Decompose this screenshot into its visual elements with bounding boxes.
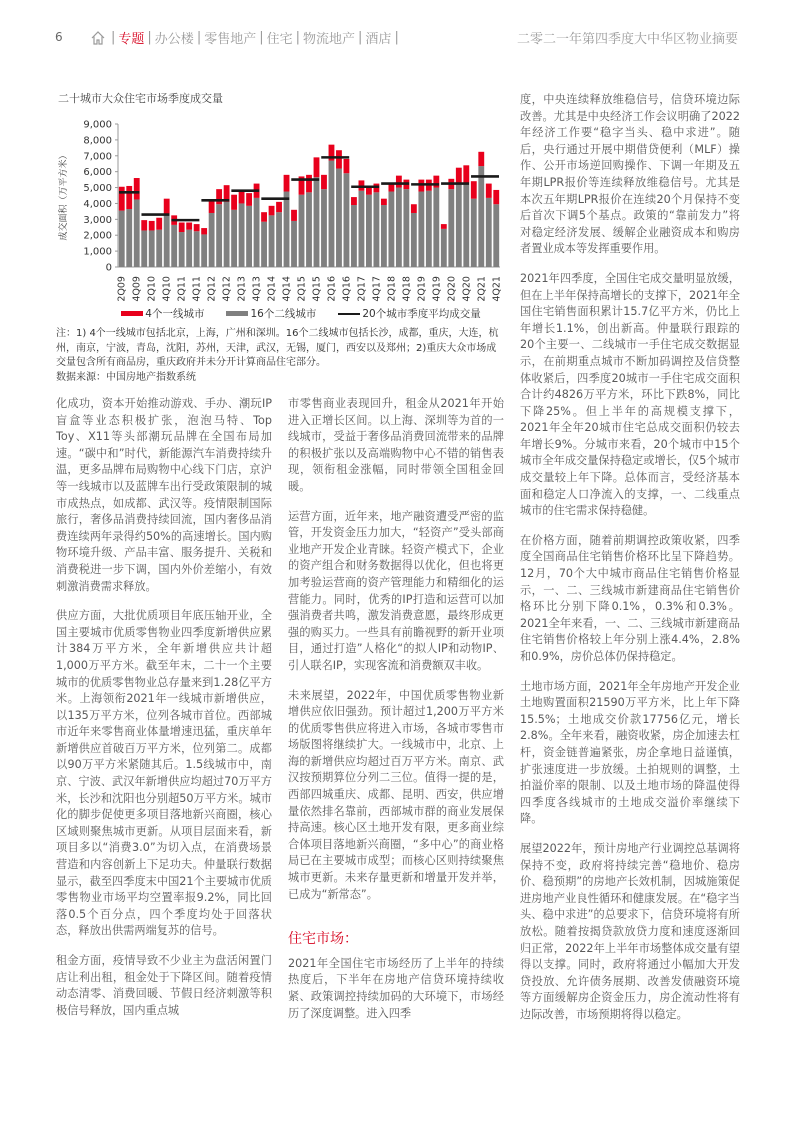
- bar-tier1: [344, 159, 350, 173]
- nav-item-retail[interactable]: 零售地产: [204, 32, 257, 47]
- bar-tier1: [179, 223, 185, 233]
- bar-tier2: [418, 192, 424, 267]
- x-tick-label: 2Q12: [206, 276, 218, 302]
- x-tick-label: 4Q17: [371, 276, 383, 302]
- bar-tier2: [291, 221, 297, 267]
- bar-tier1: [321, 175, 327, 189]
- bar-tier1: [351, 197, 357, 205]
- chart-footnote: 注：1) 4个一线城市包括北京，上海，广州和深圳。16个二线城市包括长沙，成都，重庆，大连，杭州，南京，宁波，青岛，沈阳，苏州，天津，武汉，无锡，厦门，西安以及郑州；2)重庆大众市场成交量包含所有商品房，重庆政府并未分开计算商品住宅部分。: [56, 328, 499, 368]
- x-tick-label: 4Q15: [311, 276, 323, 302]
- bar-tier2: [179, 232, 185, 267]
- bar-tier1: [493, 190, 499, 204]
- bar-tier1: [291, 210, 297, 221]
- bar-tier2: [134, 199, 140, 267]
- bar-tier2: [359, 191, 365, 267]
- paragraph: 2021年四季度，全国住宅成交量明显放缓，但在上半年保持高增长的支撑下，2021年全国住宅销售面积累计15.7亿平方米，仍比上年增长1.1%，创出新高。仲量联行跟踪的20个主要一、二线城市一手住宅成交数据显示，在前期重点城市不断加码调控及信贷整体收紧后，四季度20城市一手住宅成交面积合计约4826万平方米，环比下跌8%，同比下降25%。但上半年的高规模支撑下，2021年全年20城市住宅总成交面积仍较去年增长9%。分城市来看，20个城市中15个城市全年成交量保持稳定或增长，仅5个城市成交量较上年下降。总体而言，受经济基本面和稳定人口净流入的支撑，一、二线重点城市的住宅需求保持稳健。: [520, 271, 740, 518]
- x-tick-label: 4Q16: [341, 276, 353, 302]
- paragraph: 在价格方面，随着前期调控政策收紧，四季度全国商品住宅销售价格环比呈下降趋势。12月，70个大中城市商品住宅销售价格显示，一、二、三线城市新建商品住宅销售价格环比分别下降0.1%，0.3%和0.3%。2021全年来看，一、二、三线城市新建商品住宅销售价格较上年分别上涨4.4%，2.8%和0.9%，房价总体仍保持稳定。: [520, 533, 740, 663]
- x-tick-label: 2Q21: [476, 276, 488, 302]
- bar-tier1: [463, 165, 469, 182]
- bar-tier2: [126, 209, 132, 267]
- bar-tier1: [126, 186, 132, 209]
- bar-tier2: [194, 231, 200, 267]
- y-axis-label: 成交面积（万平方米）: [59, 150, 69, 241]
- bar-tier2: [381, 205, 387, 267]
- bar-tier2: [471, 199, 477, 267]
- paragraph: 市零售商业表现回升，租金从2021年开始进入正增长区间。以上海、深圳等为首的一线城市，受益于奢侈品消费回流带来的品牌的积极扩张以及高端购物中心不错的销售表现，领衔租金涨幅，同时带领全国租金回暖。: [288, 397, 504, 493]
- nav-item-logistics[interactable]: 物流地产: [303, 32, 356, 47]
- bar-tier1: [276, 202, 282, 212]
- bar-tier2: [344, 173, 350, 267]
- legend-label: 16个二线城市: [250, 308, 317, 320]
- bar-tier2: [351, 205, 357, 267]
- y-tick-label: 5,000: [83, 183, 112, 195]
- bar-tier2: [478, 166, 484, 267]
- x-tick-label: 2Q11: [176, 276, 188, 302]
- nav-item-residential[interactable]: 住宅: [266, 32, 293, 47]
- y-tick-label: 7,000: [83, 151, 112, 163]
- bar-tier1: [284, 175, 290, 192]
- legend-item-tier1: [121, 306, 204, 321]
- paragraph: 运营方面，近年来，地产融资遭受严密的监管，开发资金压力加大，“轻资产”受头部商业地产开发企业青睐。轻资产模式下，企业的资产组合和财务数据得以优化，但也将更加考验运营商的资产管理能力和精细化的运营能力。同时，优秀的IP打造和运营可以加强消费者共鸣，激发消费意愿，最终形成更强的购买力。一些具有前瞻视野的新开业项目，通过打造”人格化“的拟人IP和动物IP、引人联名IP，实现客流和消费额双丰收。: [288, 509, 504, 672]
- bar-tier1: [366, 188, 372, 195]
- bar-tier1: [246, 193, 252, 206]
- bar-tier2: [493, 204, 499, 267]
- bar-tier1: [411, 204, 417, 213]
- legend-item-tier2: [226, 306, 316, 321]
- legend-item-average: [338, 306, 480, 321]
- paragraph: 度，中央连续释放维稳信号，信贷环境边际改善。尤其是中央经济工作会议明确了2022年经济工作要“稳字当头、稳中求进”。随后，央行通过开展中期借贷便利（MLF）操作、公开市场逆回购操作、下调一年期及五年期LPR报价等连续释放维稳信号。尤其是本次五年期LPR报价在连续20个月保持不变后首次下调5个基点。政策的“靠前发力”将对稳定经济发展、缓解企业融资成本和购房者置业成本等发挥重要作用。: [520, 93, 740, 256]
- text-column-3: [520, 92, 740, 1036]
- bar-tier1: [456, 168, 462, 183]
- bar-tier2: [284, 192, 290, 267]
- y-tick-label: 2,000: [83, 230, 112, 242]
- bar-tier2: [329, 161, 335, 267]
- x-tick-label: 2Q15: [296, 276, 308, 302]
- nav-separator: |: [295, 30, 301, 45]
- bar-tier1: [433, 176, 439, 188]
- x-tick-label: 4Q13: [251, 276, 263, 302]
- paragraph: 未来展望，2022年，中国优质零售物业新增供应依旧强劲。预计超过1,200万平方米的优质零售供应将进入市场，各城市零售市场版图将继续扩大。一线城市中，北京、上海的新增供应均超过百万平方米。南京、武汉按预期算位分列二三位。值得一提的是，西部四城重庆、成都、昆明、西安，供应增量依然排名靠前，西部城市群的商业发展保持高速。核心区土地开发有限，更多商业综合体项目落地新兴商圈，“多中心”的商业格局已在主要城市成型；而核心区则持续聚焦城市更新。未来存量更新和增量开发并举，已成为“新常态”。: [288, 688, 504, 901]
- bar-tier2: [426, 191, 432, 267]
- nav-separator: |: [196, 30, 202, 45]
- legend-label: 4个一线城市: [145, 308, 205, 320]
- x-tick-label: 4Q21: [491, 276, 503, 302]
- y-tick-label: 9,000: [83, 119, 112, 131]
- document-title: 二零二一年第四季度大中华区物业摘要: [516, 32, 738, 47]
- nav-separator: |: [147, 30, 152, 45]
- bar-tier2: [456, 183, 462, 267]
- bar-tier2: [448, 189, 454, 267]
- bar-tier2: [216, 204, 222, 267]
- bar-tier2: [314, 177, 320, 267]
- x-tick-label: 2Q14: [266, 276, 278, 302]
- bar-tier1: [186, 223, 192, 230]
- paragraph: 租金方面，疫情导致不少业主为盘活闲置门店让利出租，租金处于下降区间。随着疫情动态清零、消费回暖、节假日经济刺激等积极信号释放，国内重点城: [56, 954, 272, 1017]
- bar-tier1: [134, 178, 140, 199]
- bar-tier1: [471, 181, 477, 198]
- bar-tier1: [396, 176, 402, 188]
- text-column-1: [56, 396, 272, 1032]
- bar-tier1: [381, 199, 387, 205]
- bar-tier1: [209, 200, 215, 213]
- bar-tier2: [141, 230, 147, 267]
- x-tick-label: 2Q20: [446, 276, 458, 302]
- x-tick-label: 2Q16: [326, 276, 338, 302]
- x-tick-label: 2Q09: [116, 276, 128, 302]
- bar-tier2: [373, 192, 379, 267]
- page-header: [0, 28, 793, 52]
- x-tick-label: 4Q09: [131, 276, 143, 302]
- bar-tier1: [306, 175, 312, 192]
- nav-separator: |: [358, 30, 363, 45]
- bar-tier2: [276, 212, 282, 267]
- bar-tier2: [209, 213, 215, 267]
- bar-tier2: [411, 213, 417, 267]
- nav-item-office[interactable]: 办公楼: [154, 32, 194, 47]
- section-heading-residential: 住宅市场：: [288, 931, 358, 948]
- chart-title: 二十城市大众住宅市场季度成交量: [58, 92, 223, 105]
- bar-tier2: [261, 222, 267, 267]
- bar-tier1: [119, 187, 125, 211]
- y-tick-label: 3,000: [83, 214, 112, 226]
- nav-separator: |: [111, 30, 116, 45]
- bar-tier2: [119, 211, 125, 267]
- bar-tier2: [433, 188, 439, 267]
- bar-tier2: [486, 198, 492, 267]
- bar-tier1: [156, 218, 162, 230]
- bar-tier1: [478, 152, 484, 166]
- paragraph: 展望2022年，预计房地产行业调控总基调将保持不变，政府将持续完善“稳地价、稳房价、稳预期”的房地产长效机制，因城施策促进房地产业良性循环和健康发展。在“稳字当头、稳中求进”的总要求下，信贷环境将有所放松。随着按揭贷款放贷力度和速度逐渐回归正常，2022年上半年市场整体成交量有望得以支撑。同时，政府将通过小幅加大开发贷投放、允许债务展期、改善发债融资环境等方面缓解房企资金压力，房企流动性将有边际改善，市场预期将得以稳定。: [520, 841, 740, 1021]
- bar-tier1: [231, 195, 237, 210]
- x-tick-label: 4Q11: [191, 276, 203, 302]
- bar-tier2: [463, 183, 469, 267]
- nav-item-hotel[interactable]: 酒店: [365, 32, 392, 47]
- bar-tier2: [366, 195, 372, 267]
- bar-tier2: [306, 192, 312, 267]
- bar-tier2: [269, 215, 275, 267]
- bar-tier2: [156, 230, 162, 267]
- nav-separator: |: [394, 30, 399, 45]
- bar-tier1: [269, 206, 275, 216]
- bar-tier2: [171, 225, 177, 267]
- bar-tier2: [336, 168, 342, 267]
- legend-swatch-red: [121, 311, 143, 316]
- chart-legend: [56, 306, 506, 321]
- x-tick-label: 4Q10: [161, 276, 173, 302]
- page-number: 6: [55, 30, 63, 44]
- bar-tier2: [201, 234, 207, 267]
- bar-tier1: [239, 191, 245, 204]
- bar-tier2: [299, 195, 305, 267]
- y-tick-label: 8,000: [83, 135, 112, 147]
- paragraph: 供应方面，大批优质项目年底压轴开业，全国主要城市优质零售物业四季度新增供应累计384万平方米，全年新增供应共计超1,000万平方米。截至年末，二十一个主要城市的优质零售物业总存量来到1.28亿平方米。上海领衔2021年一线城市新增供应，以135万平方米，位列各城市首位。西部城市近年来零售商业体量增速迅猛，重庆单年新增供应首破百万平方米，位列第二。成都以90万平方米紧随其后。1.5线城市中，南京、宁波、武汉年新增供应均超过70万平方米，长沙和沈阳也分别超50万平方米。城市化的脚步促使更多项目落地新兴商圈，核心区域则聚焦城市更新。从项目层面来看，新项目多以“消费3.0”为切入点，在消费场景营造和内容创新上下足功夫。仲量联行数据显示，截至四季度末中国21个主要城市优质零售物业市场平均空置率报9.2%，同比回落0.5个百分点，四个季度均处于回落状态，释放出供需两端复苏的信号。: [56, 609, 272, 938]
- chart-figure: [56, 90, 506, 385]
- y-tick-label: 6,000: [83, 167, 112, 179]
- bar-tier2: [164, 214, 170, 267]
- x-tick-label: 2Q18: [386, 276, 398, 302]
- nav-separator: |: [259, 30, 264, 45]
- bar-tier2: [388, 192, 394, 267]
- x-tick-label: 4Q14: [281, 276, 293, 302]
- bar-tier2: [441, 229, 447, 267]
- nav-item-special-topic[interactable]: 专题: [118, 32, 145, 47]
- bar-tier1: [441, 224, 447, 229]
- legend-swatch-line: [338, 313, 360, 315]
- section-nav: [90, 28, 402, 47]
- x-tick-label: 2Q10: [146, 276, 158, 302]
- x-tick-label: 2Q13: [236, 276, 248, 302]
- bar-tier1: [141, 220, 147, 230]
- bar-tier2: [254, 198, 260, 267]
- bar-tier2: [231, 210, 237, 267]
- x-tick-label: 4Q19: [431, 276, 443, 302]
- x-tick-label: 2Q17: [356, 276, 368, 302]
- text-column-2: [288, 396, 504, 1035]
- bar-tier2: [149, 230, 155, 267]
- paragraph: 土地市场方面，2021年全年房地产开发企业土地购置面积21590万平方米，比上年下降15.5%；土地成交价款17756亿元，增长2.8%。全年来看，融资收紧，房企加速去杠杆，资金链普遍紧张，房企拿地日益谨慎，扩张速度进一步放缓。土拍规则的调整，土拍溢价率的限制、以及土地市场的降温使得四季度各线城市的土地成交溢价率继续下降。: [520, 679, 740, 826]
- bar-tier1: [164, 199, 170, 214]
- bar-tier1: [201, 228, 207, 234]
- bar-tier2: [186, 230, 192, 267]
- y-tick-label: 1,000: [83, 246, 112, 258]
- chart-notes: [56, 327, 506, 385]
- bar-tier2: [224, 202, 230, 267]
- bar-tier1: [336, 150, 342, 168]
- home-icon[interactable]: [90, 30, 106, 46]
- bar-tier1: [486, 184, 492, 198]
- x-tick-label: 4Q12: [221, 276, 233, 302]
- y-tick-label: 4,000: [83, 198, 112, 210]
- bar-tier1: [216, 189, 222, 204]
- y-tick-label: 0: [105, 262, 112, 274]
- legend-swatch-grey: [226, 311, 248, 316]
- bar-tier2: [396, 188, 402, 267]
- bar-tier1: [261, 212, 267, 222]
- x-tick-label: 4Q18: [401, 276, 413, 302]
- paragraph: 化成功，资本开始推动游戏、手办、潮玩IP盲盒等业态积极扩张，泡泡马特、Top Toy、X11等头部潮玩品牌在全国布局加速。“碳中和”时代，新能源汽车消费持续升温，更多品牌布局购物中心线下门店，京沪等一线城市以及蓝牌车出行受政策限制的城市成热点，如成都、武汉等。疫情限制国际旅行，奢侈品消费持续回流，国内奢侈品消费连续两年录得约50%的高速增长。国内购物环境升级、产品丰富、服务提升、关税和消费税进一步下调，国内外价差缩小，有效刺激消费需求释放。: [56, 397, 272, 593]
- chart-source: 数据来源：中国房地产指数系统: [56, 371, 196, 383]
- bar-tier1: [314, 157, 320, 177]
- bar-tier2: [239, 203, 245, 267]
- bar-tier2: [321, 189, 327, 267]
- bar-tier2: [403, 189, 409, 267]
- stacked-bar-chart: [56, 114, 506, 304]
- x-tick-label: 2Q19: [416, 276, 428, 302]
- bar-tier1: [149, 221, 155, 231]
- legend-label: 20个城市季度平均成交量: [362, 308, 481, 320]
- x-tick-label: 4Q20: [461, 276, 473, 302]
- bar-tier2: [246, 206, 252, 267]
- paragraph: 2021年全国住宅市场经历了上半年的持续热度后，下半年在房地产信贷环境持续收紧、政策调控持续加码的大环境下，市场经历了深度调整。进入四季: [288, 956, 504, 1020]
- bar-tier1: [194, 224, 200, 231]
